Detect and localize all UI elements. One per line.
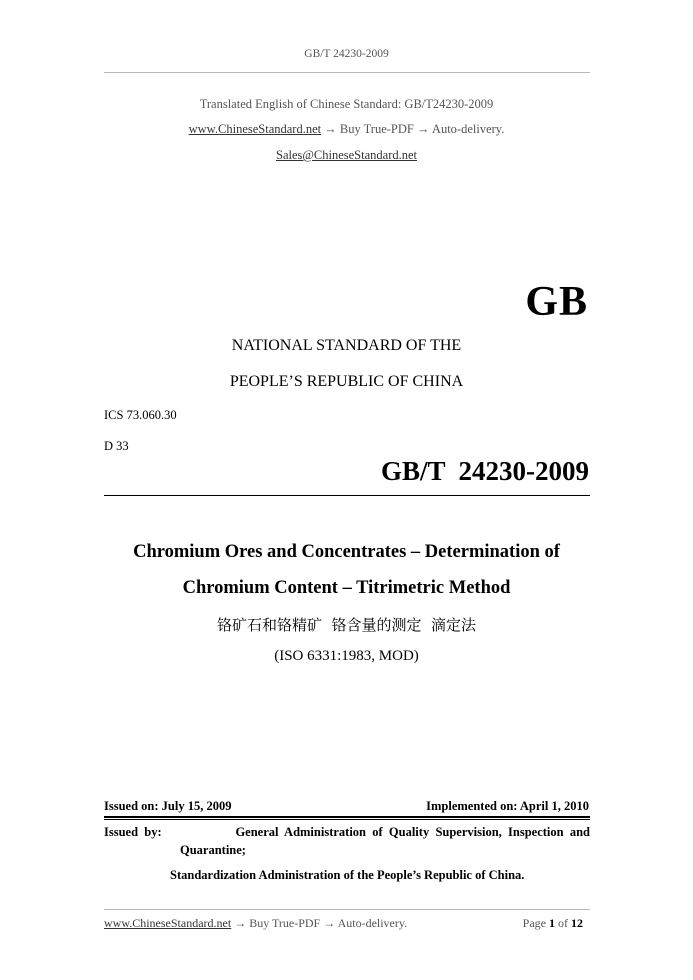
sales-email-link[interactable]: Sales@ChineseStandard.net xyxy=(276,148,417,162)
buy-text: → Buy True-PDF → Auto-delivery. xyxy=(324,122,505,136)
footer-rule xyxy=(104,909,590,910)
standard-number-rule xyxy=(104,495,590,496)
running-header: GB/T 24230-2009 xyxy=(304,48,389,60)
sales-line xyxy=(0,148,693,163)
national-standard-line1: NATIONAL STANDARD OF THE xyxy=(231,337,462,354)
page-of: of xyxy=(558,916,568,930)
page-indicator xyxy=(523,916,583,931)
iso-reference: (ISO 6331:1983, MOD) xyxy=(274,648,419,664)
implemented-date: Implemented on: April 1, 2010 xyxy=(426,799,589,813)
national-standard-line2: PEOPLE’S REPUBLIC OF CHINA xyxy=(229,373,464,390)
footer-site-link[interactable]: www.ChineseStandard.net xyxy=(104,916,232,930)
page-current: 1 xyxy=(549,916,555,930)
dates-rule-bottom xyxy=(104,819,590,820)
site-link[interactable]: www.ChineseStandard.net xyxy=(188,122,322,136)
purchase-line xyxy=(0,122,693,137)
dates-rule-top xyxy=(104,816,590,818)
title-line2: Chromium Content – Titrimetric Method xyxy=(182,578,511,598)
translation-notice: Translated English of Chinese Standard: GB/T24230-2009 xyxy=(199,97,494,111)
footer-purchase-line xyxy=(104,916,407,931)
issued-date: Issued on: July 15, 2009 xyxy=(104,799,232,813)
title-line1: Chromium Ores and Concentrates – Determination of xyxy=(133,542,560,562)
issuer-line2: Quarantine; xyxy=(180,843,246,857)
standard-number: GB/T 24230-2009 xyxy=(380,456,589,486)
gb-logo: GB xyxy=(525,279,588,325)
issuer-line1: General Administration of Quality Supervision, Inspection and xyxy=(235,825,590,839)
title-chinese: 铬矿石和铬精矿 铬含量的测定 滴定法 xyxy=(216,616,477,634)
ics-code: ICS 73.060.30 xyxy=(104,408,177,422)
issuer-line3: Standardization Administration of the People’s Republic of China. xyxy=(170,868,525,882)
header-rule xyxy=(104,72,590,73)
page-total: 12 xyxy=(571,916,583,930)
footer-buy-text: → Buy True-PDF → Auto-delivery. xyxy=(231,916,408,930)
page-label: Page xyxy=(522,916,546,930)
issuer-label: Issued by: xyxy=(104,825,162,839)
ccs-code: D 33 xyxy=(104,439,129,453)
